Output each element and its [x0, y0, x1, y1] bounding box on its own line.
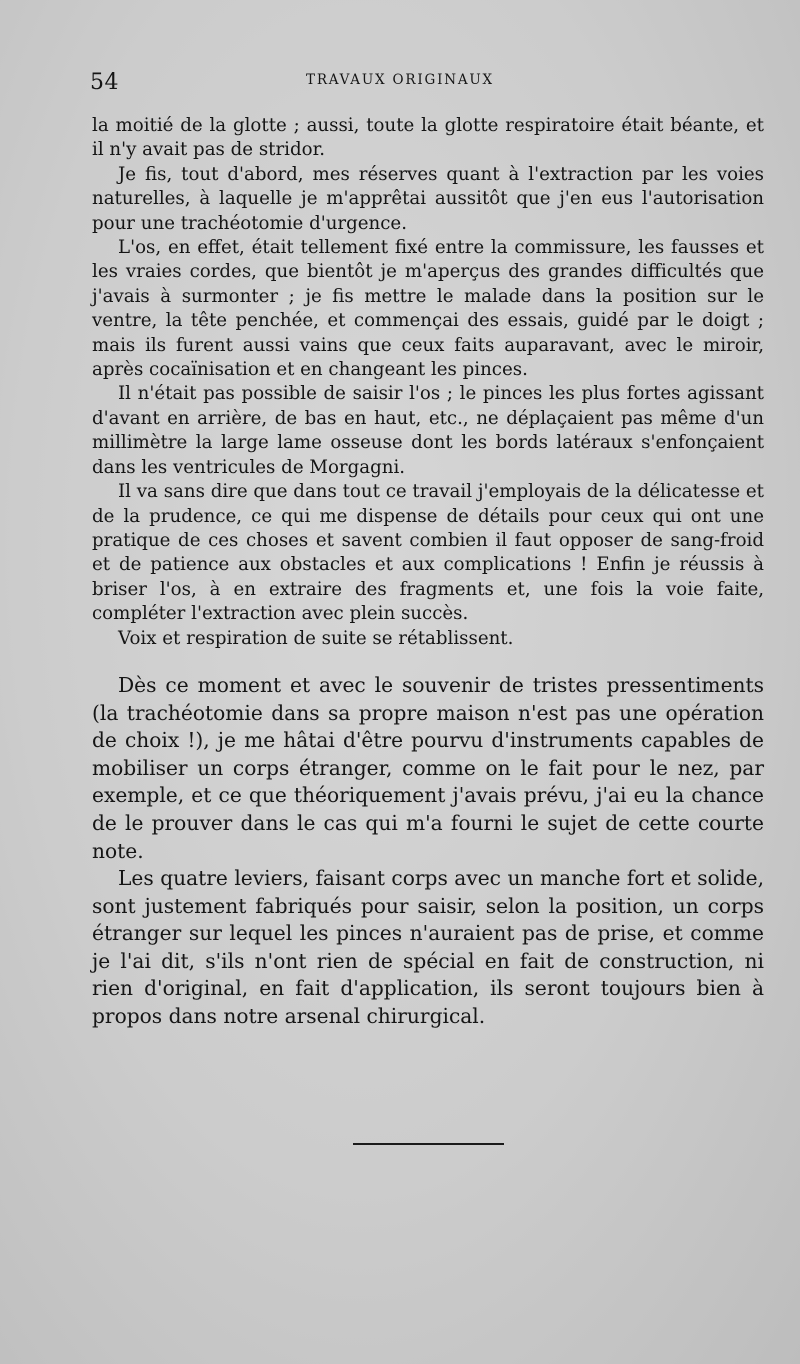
paragraph: Il n'était pas possible de saisir l'os ; le pinces les plus fortes agissant d'avant en arrière, de bas en haut, etc., ne déplaçaient pas même d'un millimètre la large lame osseuse dont les bords latéraux s'enfonçaient dans les ventricules de Morgagni.	[92, 383, 764, 478]
paragraph: Je fis, tout d'abord, mes réserves quant à l'extraction par les voies naturelles, à laquelle je m'apprêtai aussitôt que j'en eus l'autorisation pour une trachéotomie d'urgence.	[92, 163, 764, 234]
body-text	[92, 114, 764, 1031]
paragraph: Voix et respiration de suite se rétablissent.	[118, 627, 514, 649]
paragraph: la moitié de la glotte ; aussi, toute la glotte respiratoire était béante, et il n'y avait pas de stridor.	[92, 115, 764, 161]
paragraph: Dès ce moment et avec le souvenir de tristes pressentiments (la trachéotomie dans sa propre maison n'est pas une opération de choix !), je me hâtai d'être pourvu d'instruments capables de mobiliser un corps étranger, comme on le fait pour le nez, par exemple, et ce que théoriquement j'avais prévu, j'ai eu la chance de le prouver dans le cas qui m'a fourni le sujet de cette courte note.	[92, 672, 764, 863]
closing-rule	[353, 1143, 504, 1145]
paragraph: Il va sans dire que dans tout ce travail j'employais de la délicatesse et de la prudence, ce qui me dispense de détails pour ceux qui ont une pratique de ces choses et savent combien il faut opposer de sang-froid et de patience aux obstacles et aux complications ! Enfin je réussis à briser l'os, à en extraire des fragments et, une fois la voie faite, compléter l'extraction avec plein succès.	[92, 481, 764, 625]
page-number: 54	[90, 70, 119, 95]
section-gap	[92, 651, 764, 672]
paragraph: L'os, en effet, était tellement fixé entre la commissure, les fausses et les vraies cordes, que bientôt je m'aperçus des grandes difficultés que j'avais à surmonter ; je fis mettre le malade dans la position sur le ventre, la tête penchée, et commençai des essais, guidé par le doigt ; mais ils furent aussi vains que ceux faits auparavant, avec le miroir, après cocaïnisation et en changeant les pinces.	[92, 237, 764, 381]
paragraph: Les quatre leviers, faisant corps avec un manche fort et solide, sont justement fabriqués pour saisir, selon la position, un corps étranger sur lequel les pinces n'auraient pas de prise, et comme je l'ai dit, s'ils n'ont rien de spécial en fait de construction, ni rien d'original, en fait d'application, ils seront toujours bien à propos dans notre arsenal chirurgical.	[92, 866, 764, 1029]
running-head: TRAVAUX ORIGINAUX	[306, 72, 494, 88]
